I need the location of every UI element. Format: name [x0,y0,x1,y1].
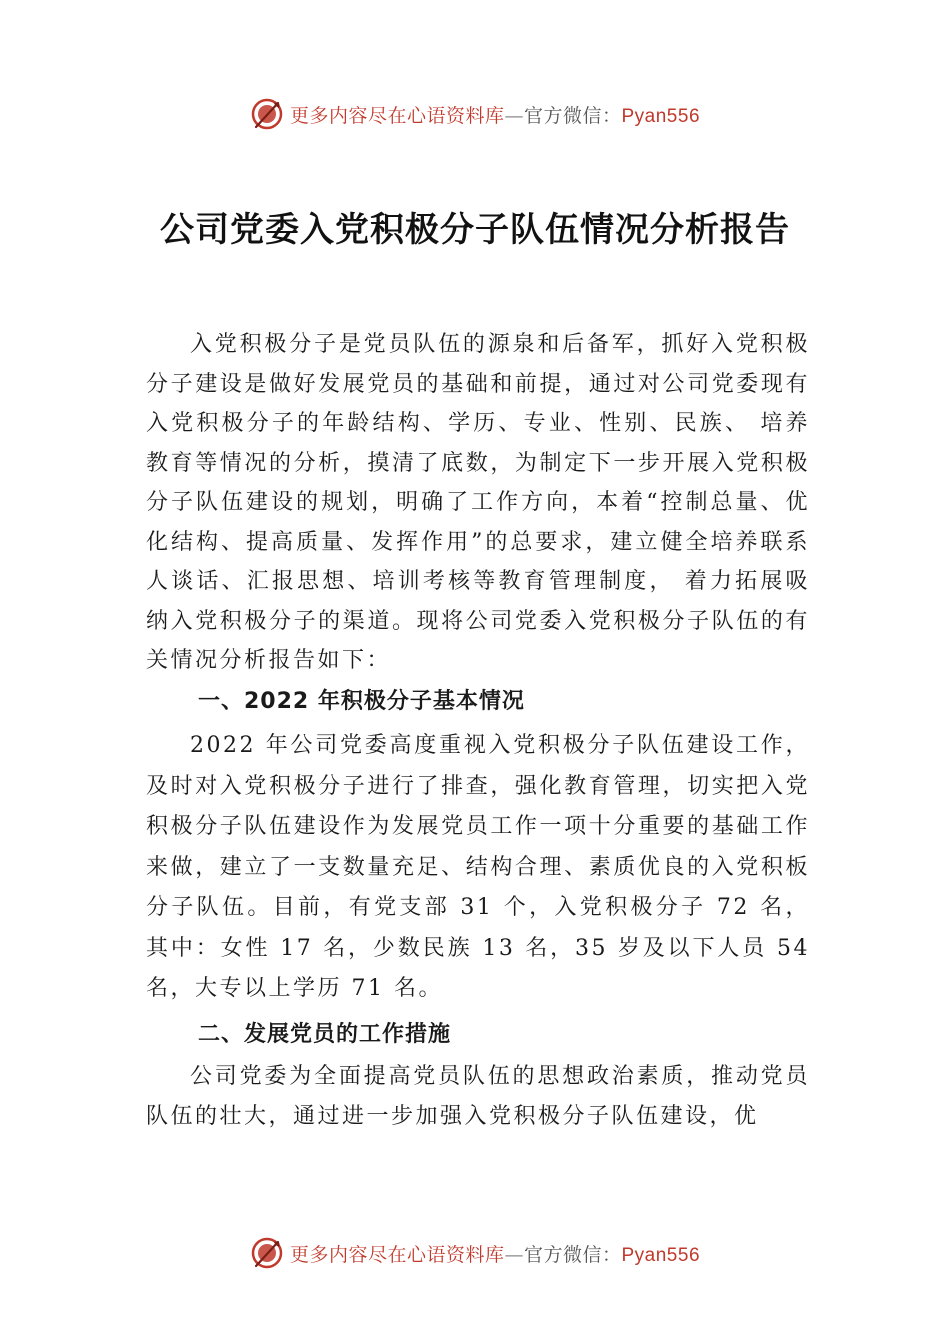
watermark-main: 更多内容尽在心语资料库 [289,104,505,127]
watermark-footer [0,1233,950,1273]
section-heading-1: 一、2022 年积极分子基本情况 [198,689,525,714]
paragraph-intro: 入党积极分子是党员队伍的源泉和后备军，抓好入党积极分子建设是做好发展党员的基础和前提，通过对公司党委现有入党积极分子的年龄结构、学历、专业、性别、民族、 培养教育等情况的分析，摸清了底数，为制定下一步开展入党积极分子队伍建设的规划，明确了工作方向，本着“控制总量、优化结构、提高质量、发挥作用”的总要求，建立健全培养联系人谈话、汇报思想、培训考核等教育管理制度， 着力拓展吸纳入党积极分子的渠道。现将公司党委入党积极分子队伍的有关情况分析报告如下： [146,332,810,673]
watermark-main: 更多内容尽在心语资料库 [289,1243,505,1266]
watermark-header [0,94,950,134]
watermark-dash: — [504,104,524,127]
watermark-sub: 官方微信： [523,104,622,127]
section-heading-2: 二、发展党员的工作措施 [198,1022,452,1047]
document-title: 公司党委入党积极分子队伍情况分析报告 [160,210,790,250]
watermark-dash: — [504,1243,524,1266]
watermark-wechat-id: Pyan556 [621,1244,701,1266]
quill-seal-icon [250,1236,284,1270]
watermark-text [290,101,700,128]
watermark-sub: 官方微信： [523,1243,622,1266]
quill-seal-icon [250,97,284,131]
paragraph-section-1: 2022 年公司党委高度重视入党积极分子队伍建设工作，及时对入党积极分子进行了排查，强化教育管理，切实把入党积极分子队伍建设作为发展党员工作一项十分重要的基础工作来做，建立了一支数量充足、结构合理、素质优良的入党积板分子队伍。目前，有党支部 31 个，入党积极分子 72 名，其中：女性 17 名，少数民族 13 名，35 岁及以下人员 54 名，大专以上学历 71 名。 [146,733,810,1001]
watermark-text [290,1240,700,1267]
watermark-wechat-id: Pyan556 [621,105,701,127]
paragraph-section-2: 公司党委为全面提高党员队伍的思想政治素质，推动党员队伍的壮大，通过进一步加强入党积极分子队伍建设，优 [146,1064,810,1129]
